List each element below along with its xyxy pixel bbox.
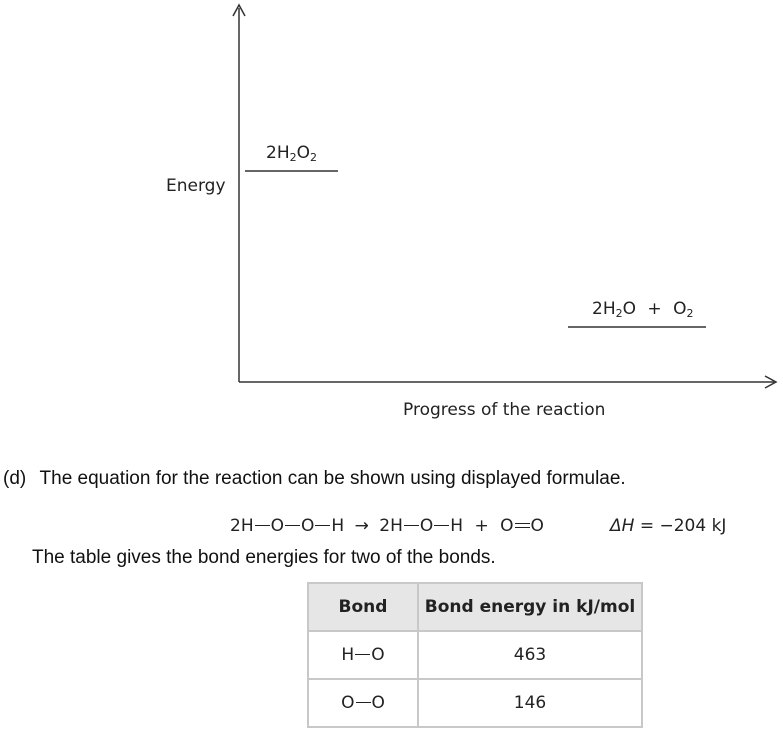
bond-atom-right: O [371, 645, 385, 665]
bond-line [356, 702, 371, 703]
bond-atom-left: H [341, 645, 355, 665]
table-intro: The table gives the bond energies for two of the bonds. [32, 547, 496, 568]
eq-plus: + [474, 516, 489, 536]
energy-cell: 146 [418, 679, 642, 727]
reactants-o: O [296, 143, 311, 163]
enthalpy-change [610, 516, 726, 536]
reactants-h: H [276, 143, 290, 163]
bond-cell [308, 679, 418, 727]
products-water: 2H [592, 299, 616, 319]
table-row [308, 631, 642, 679]
x-axis-label: Progress of the reaction [403, 400, 606, 420]
products-water-sub: 2 [615, 307, 623, 320]
reactants-h-sub: 2 [289, 151, 297, 164]
eq-right-o: O [419, 516, 434, 536]
products-oxygen: O [673, 299, 687, 319]
products-plus: + [647, 299, 662, 319]
bond-cell [308, 631, 418, 679]
bond-energy-table [307, 582, 643, 728]
question-label: (d) [3, 468, 27, 489]
eq-right-coef: 2H [379, 516, 403, 536]
bond-line [404, 525, 419, 526]
products-water-o: O [622, 299, 636, 319]
delta-h-value: = −204 kJ [639, 516, 727, 536]
reactants-label [266, 143, 317, 164]
bond-line [285, 525, 300, 526]
y-axis-label: Energy [166, 176, 226, 196]
displayed-equation [230, 516, 544, 536]
bond-line [434, 525, 449, 526]
eq-left-o2: O [301, 516, 315, 536]
eq-o2-left: O [500, 516, 514, 536]
header-bond-energy: Bond energy in kJ/mol [418, 583, 642, 631]
products-oxygen-sub: 2 [686, 307, 694, 320]
eq-left-coef: 2H [230, 516, 254, 536]
eq-left-o1: O [270, 516, 284, 536]
question-d [3, 468, 626, 490]
bond-atom-right: O [371, 693, 385, 713]
eq-arrow: → [354, 516, 369, 536]
question-text: The equation for the reaction can be shown using displayed formulae. [39, 468, 626, 489]
eq-left-h: H [331, 516, 345, 536]
table-row [308, 679, 642, 727]
energy-cell: 463 [418, 631, 642, 679]
bond-line [255, 525, 270, 526]
bond-line [315, 525, 330, 526]
products-label [592, 299, 693, 320]
delta-h-symbol: ΔH [610, 516, 635, 536]
eq-o2-right: O [530, 516, 544, 536]
eq-right-h: H [450, 516, 464, 536]
double-bond-line [515, 523, 530, 528]
bond-line [355, 654, 370, 655]
bond-atom-left: O [341, 693, 355, 713]
table-header-row [308, 583, 642, 631]
header-bond: Bond [308, 583, 418, 631]
reactants-o-sub: 2 [310, 151, 318, 164]
reactants-coef: 2 [266, 143, 277, 163]
